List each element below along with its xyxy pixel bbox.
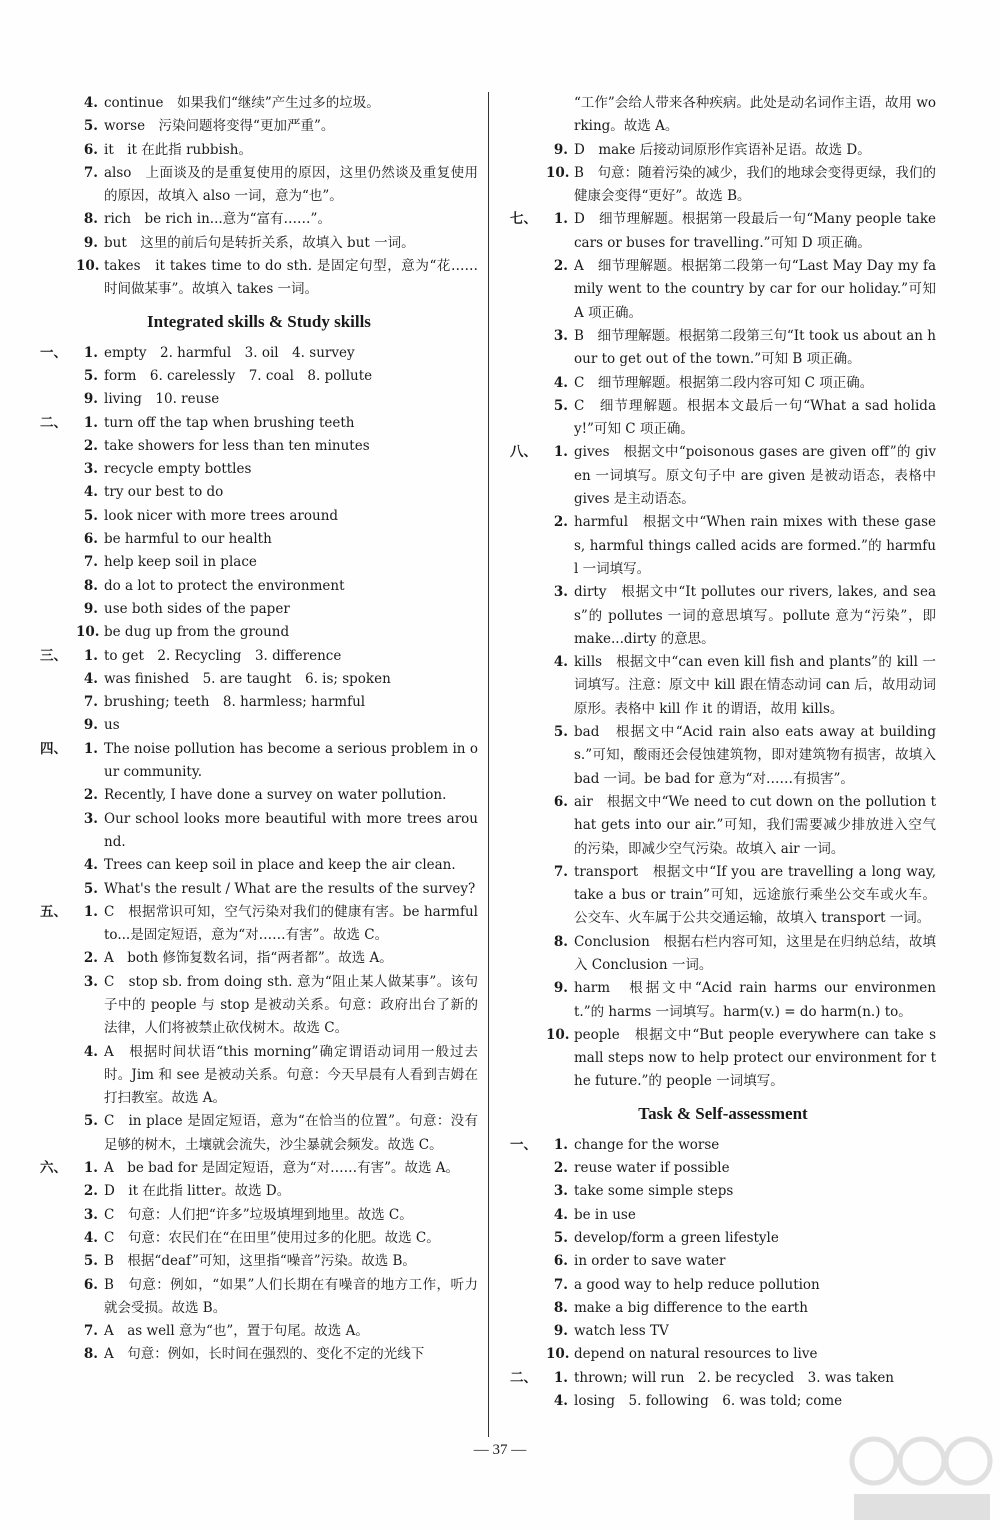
answer-text: living 10. reuse bbox=[104, 391, 220, 408]
answer-item bbox=[510, 325, 936, 372]
answer-text: Our school looks more beautiful with more trees around. bbox=[104, 810, 478, 850]
answer-text: A be bad for 是固定短语，意为“对……有害”。故选 A。 bbox=[104, 1160, 460, 1177]
section-marker bbox=[40, 232, 76, 255]
answer-item bbox=[510, 791, 936, 861]
answer-item bbox=[40, 388, 478, 411]
item-number: 5. bbox=[553, 397, 568, 414]
answer-item bbox=[510, 1297, 936, 1320]
answer-item bbox=[40, 458, 478, 481]
answer-item bbox=[510, 372, 936, 395]
section-marker: 一、 bbox=[510, 1136, 537, 1153]
item-number: 7. bbox=[83, 164, 98, 181]
section-marker bbox=[40, 1343, 76, 1366]
item-number: 3. bbox=[83, 973, 98, 990]
item-number bbox=[546, 92, 574, 139]
answer-text: a good way to help reduce pollution bbox=[574, 1276, 820, 1293]
answer-item bbox=[40, 901, 478, 948]
answer-item bbox=[40, 878, 478, 901]
section-marker bbox=[510, 1320, 546, 1343]
answer-item bbox=[40, 1041, 478, 1111]
answer-text: watch less TV bbox=[574, 1323, 669, 1340]
item-number: 1. bbox=[83, 647, 98, 664]
answer-item bbox=[40, 481, 478, 504]
answer-text: look nicer with more trees around bbox=[104, 507, 339, 524]
answer-text: A 根据时间状语“this morning”确定谓语动词用一般过去时。Jim 和 see 是被动关系。句意：今天早晨有人看到吉姆在打扫教室。故选 A。 bbox=[104, 1043, 478, 1107]
answer-text: takes it takes time to do sth. 是固定句型，意为“花……时间做某事”。故填入 takes 一词。 bbox=[104, 258, 478, 298]
item-number: 1. bbox=[553, 1369, 568, 1386]
answer-text: in order to save water bbox=[574, 1253, 726, 1270]
answer-text: B 句意：例如，“如果”人们长期在有噪音的地方工作，听力就会受损。故选 B。 bbox=[104, 1276, 478, 1316]
section-marker bbox=[510, 1227, 546, 1250]
answer-text: depend on natural resources to live bbox=[574, 1346, 818, 1363]
item-number: 4. bbox=[553, 1206, 568, 1223]
item-number: 9. bbox=[83, 234, 98, 251]
section-marker bbox=[40, 878, 76, 901]
answer-item bbox=[510, 1390, 936, 1413]
section-marker bbox=[40, 714, 76, 737]
section-marker bbox=[510, 1390, 546, 1413]
answer-item bbox=[40, 115, 478, 138]
answer-item bbox=[40, 621, 478, 644]
answer-text: harmful 根据文中“When rain mixes with these gases, harmful things called acids are formed.”的 harmful 一词填写。 bbox=[574, 514, 936, 577]
answer-text: losing 5. following 6. was told; come bbox=[574, 1393, 843, 1410]
answer-item bbox=[510, 651, 936, 721]
answer-item bbox=[40, 1250, 478, 1273]
answer-text: empty 2. harmful 3. oil 4. survey bbox=[104, 344, 355, 361]
item-number: 7. bbox=[553, 1276, 568, 1293]
section-marker bbox=[40, 208, 76, 231]
section-marker bbox=[510, 511, 546, 581]
answer-item bbox=[40, 139, 478, 162]
answer-item bbox=[510, 1274, 936, 1297]
section-marker bbox=[40, 481, 76, 504]
answer-text: be in use bbox=[574, 1206, 636, 1223]
answer-item bbox=[40, 1343, 478, 1366]
answer-item bbox=[510, 162, 936, 209]
item-number: 1. bbox=[83, 903, 98, 920]
answer-item bbox=[40, 714, 478, 737]
item-number: 1. bbox=[83, 1160, 98, 1177]
left-column bbox=[40, 92, 478, 1367]
answer-item bbox=[40, 412, 478, 435]
section-marker: 三、 bbox=[40, 647, 67, 664]
item-number: 2. bbox=[553, 1160, 568, 1177]
answer-text: it it 在此指 rubbish。 bbox=[104, 141, 252, 158]
answer-item bbox=[40, 575, 478, 598]
answer-item bbox=[510, 92, 936, 139]
item-number: 9. bbox=[553, 141, 568, 158]
answer-item bbox=[40, 1110, 478, 1157]
item-number: 2. bbox=[83, 437, 98, 454]
right-column bbox=[510, 92, 936, 1413]
section-marker bbox=[40, 1041, 76, 1111]
answer-text: continue 如果我们“继续”产生过多的垃圾。 bbox=[104, 95, 380, 111]
item-number: 6. bbox=[83, 1276, 98, 1293]
item-number: 8. bbox=[83, 211, 98, 228]
answer-text: transport 根据文中“If you are travelling a long way, take a bus or train”可知，远途旅行乘坐公交车或火车。公交车、火车属于公共交通运输，故填入 transport 一词。 bbox=[574, 863, 936, 927]
answer-text: develop/form a green lifestyle bbox=[574, 1229, 779, 1246]
section-marker bbox=[40, 1250, 76, 1273]
section-marker bbox=[40, 947, 76, 970]
item-number: 9. bbox=[553, 980, 568, 997]
item-number: 10. bbox=[546, 1026, 570, 1043]
answer-text: B 根据“deaf”可知，这里指“噪音”污染。故选 B。 bbox=[104, 1253, 416, 1270]
answer-item bbox=[40, 1274, 478, 1321]
answer-text: Recently, I have done a survey on water pollution. bbox=[104, 787, 447, 804]
item-number: 3. bbox=[83, 810, 98, 827]
answer-item bbox=[40, 784, 478, 807]
section-marker bbox=[510, 861, 546, 931]
answer-item bbox=[40, 1320, 478, 1343]
section-marker bbox=[510, 395, 546, 442]
section-marker: 六、 bbox=[40, 1160, 67, 1177]
item-number: 5. bbox=[83, 367, 98, 384]
item-number: 5. bbox=[83, 507, 98, 524]
section-marker bbox=[510, 1343, 546, 1366]
answer-text: also 上面谈及的是重复使用的原因，这里仍然谈及重复使用的原因，故填入 also 一词，意为“也”。 bbox=[104, 164, 478, 205]
item-number: 2. bbox=[83, 787, 98, 804]
section-marker bbox=[510, 581, 546, 651]
answer-text: Trees can keep soil in place and keep the air clean. bbox=[104, 857, 456, 874]
answer-text: try our best to do bbox=[104, 484, 224, 501]
answer-item bbox=[510, 931, 936, 978]
answer-item bbox=[510, 1367, 936, 1390]
item-number: 4. bbox=[83, 857, 98, 874]
section-heading: Task & Self-assessment bbox=[638, 1103, 808, 1123]
item-number: 4. bbox=[553, 1393, 568, 1410]
item-number: 8. bbox=[83, 577, 98, 594]
answer-text: rich be rich in...意为“富有……”。 bbox=[104, 211, 331, 228]
answer-text: A both 修饰复数名词，指“两者都”。故选 A。 bbox=[104, 950, 393, 967]
answer-text: change for the worse bbox=[574, 1136, 720, 1153]
answer-item bbox=[40, 255, 478, 302]
answer-item bbox=[510, 208, 936, 255]
item-number: 10. bbox=[76, 258, 100, 275]
section-marker: 八、 bbox=[510, 444, 537, 461]
section-marker: 五、 bbox=[40, 903, 67, 920]
section-marker bbox=[510, 1157, 546, 1180]
item-number: 4. bbox=[83, 1229, 98, 1246]
answer-item bbox=[40, 1204, 478, 1227]
item-number: 9. bbox=[83, 717, 98, 734]
answer-item bbox=[510, 1134, 936, 1157]
section-marker: 二、 bbox=[510, 1369, 537, 1386]
item-number: 7. bbox=[83, 694, 98, 711]
item-number: 5. bbox=[83, 118, 98, 135]
section-marker bbox=[40, 505, 76, 528]
answer-item bbox=[40, 208, 478, 231]
answer-text: air 根据文中“We need to cut down on the pollution that gets into our air.”可知，我们需要减少排放进入空气的污染，即减少空气污染。故填入 air 一词。 bbox=[574, 793, 936, 857]
item-number: 2. bbox=[83, 950, 98, 967]
answer-text: help keep soil in place bbox=[104, 554, 257, 571]
answer-text: reuse water if possible bbox=[574, 1160, 730, 1177]
answer-text: D it 在此指 litter。故选 D。 bbox=[104, 1183, 291, 1200]
item-number: 1. bbox=[553, 1136, 568, 1153]
item-number: 5. bbox=[553, 724, 568, 741]
section-marker bbox=[510, 255, 546, 325]
item-number: 6. bbox=[83, 531, 98, 548]
section-marker: 二、 bbox=[40, 414, 67, 431]
answer-text: Conclusion 根据右栏内容可知，这里是在归纳总结，故填入 Conclusion 一词。 bbox=[574, 933, 936, 973]
answer-item bbox=[510, 977, 936, 1024]
item-number: 8. bbox=[553, 933, 568, 950]
answer-item bbox=[40, 505, 478, 528]
section-marker bbox=[40, 365, 76, 388]
section-marker bbox=[40, 1204, 76, 1227]
item-number: 3. bbox=[83, 461, 98, 478]
answer-item bbox=[40, 92, 478, 115]
answer-text: What's the result / What are the results of the survey? bbox=[104, 880, 476, 897]
section-marker bbox=[40, 92, 76, 115]
answer-item bbox=[510, 511, 936, 581]
section-marker bbox=[40, 115, 76, 138]
answer-text: “工作”会给人带来各种疾病。此处是动名词作主语，故用 working。故选 A。 bbox=[574, 95, 936, 135]
answer-text: be harmful to our health bbox=[104, 531, 272, 548]
answer-text: D 细节理解题。根据第一段最后一句“Many people take cars or buses for travelling.”可知 D 项正确。 bbox=[574, 211, 936, 251]
section-marker bbox=[510, 651, 546, 721]
answer-text: B 句意：随着污染的减少，我们的地球会变得更绿，我们的健康会变得“更好”。故选 B。 bbox=[574, 164, 936, 205]
answer-item bbox=[40, 551, 478, 574]
answer-text: but 这里的前后句是转折关系，故填入 but 一词。 bbox=[104, 234, 415, 251]
answer-item bbox=[40, 1227, 478, 1250]
column-divider bbox=[488, 92, 489, 1437]
answer-text: dirty 根据文中“It pollutes our rivers, lakes, and seas”的 pollutes 一词的意思填写。pollute 意为“污染”，即 make...dirty 的意思。 bbox=[574, 584, 936, 647]
answer-item bbox=[510, 1320, 936, 1343]
section-marker bbox=[510, 1180, 546, 1203]
item-number: 9. bbox=[83, 600, 98, 617]
answer-item bbox=[510, 1204, 936, 1227]
item-number: 7. bbox=[83, 1323, 98, 1340]
answer-item bbox=[40, 528, 478, 551]
item-number: 6. bbox=[553, 1253, 568, 1270]
answer-item bbox=[510, 1157, 936, 1180]
item-number: 9. bbox=[83, 391, 98, 408]
answer-item bbox=[40, 808, 478, 855]
answer-text: bad 根据文中“Acid rain also eats away at buildings.”可知，酸雨还会侵蚀建筑物，即对建筑物有损害，故填入 bad 一词。be bad for 意为“对……有损害”。 bbox=[574, 724, 936, 787]
answer-text: worse 污染问题将变得“更加严重”。 bbox=[104, 118, 335, 135]
answer-text: B 细节理解题。根据第二段第三句“It took us about an hour to get out of the town.”可知 B 项正确。 bbox=[574, 327, 936, 368]
answer-item bbox=[510, 1343, 936, 1366]
item-number: 9. bbox=[553, 1323, 568, 1340]
answer-text: use both sides of the paper bbox=[104, 600, 290, 617]
answer-text: do a lot to protect the environment bbox=[104, 577, 345, 594]
answer-text: to get 2. Recycling 3. difference bbox=[104, 647, 342, 664]
answer-text: make a big difference to the earth bbox=[574, 1299, 808, 1316]
section-marker bbox=[510, 721, 546, 791]
section-heading: Integrated skills & Study skills bbox=[147, 311, 371, 331]
answer-text: people 根据文中“But people everywhere can take small steps now to help protect our environment for the future.”的 people 一词填写。 bbox=[574, 1026, 936, 1090]
answer-text: turn off the tap when brushing teeth bbox=[104, 414, 355, 431]
answer-text: A 句意：例如，长时间在强烈的、变化不定的光线下 bbox=[104, 1346, 425, 1363]
item-number: 2. bbox=[83, 1183, 98, 1200]
item-number: 4. bbox=[83, 670, 98, 687]
answer-text: take showers for less than ten minutes bbox=[104, 437, 370, 454]
item-number: 1. bbox=[83, 740, 98, 757]
answer-item bbox=[510, 1227, 936, 1250]
section-marker bbox=[510, 931, 546, 978]
answer-item bbox=[40, 691, 478, 714]
section-marker bbox=[510, 791, 546, 861]
answer-text: C stop sb. from doing sth. 意为“阻止某人做某事”。该句子中的 people 与 stop 是被动关系。句意：政府出台了新的法律，人们将被禁止砍伐树木。故选 C。 bbox=[104, 973, 478, 1037]
section-marker bbox=[510, 1204, 546, 1227]
section-marker bbox=[40, 668, 76, 691]
section-marker bbox=[510, 139, 546, 162]
item-number: 4. bbox=[83, 484, 98, 501]
section-marker bbox=[510, 162, 546, 209]
section-marker bbox=[40, 1274, 76, 1321]
answer-text: C 句意：人们把“许多”垃圾填埋到地里。故选 C。 bbox=[104, 1206, 413, 1223]
answer-text: C 细节理解题。根据本文最后一句“What a sad holiday!”可知 C 项正确。 bbox=[574, 397, 936, 438]
section-marker bbox=[510, 92, 546, 139]
section-marker bbox=[40, 551, 76, 574]
section-marker bbox=[40, 139, 76, 162]
section-marker bbox=[510, 977, 546, 1024]
item-number: 10. bbox=[546, 1346, 570, 1363]
answer-item bbox=[510, 395, 936, 442]
section-marker bbox=[40, 458, 76, 481]
item-number: 1. bbox=[553, 211, 568, 228]
item-number: 10. bbox=[546, 164, 570, 181]
answer-item bbox=[510, 861, 936, 931]
answer-item bbox=[40, 365, 478, 388]
item-number: 6. bbox=[83, 141, 98, 158]
item-number: 2. bbox=[553, 258, 568, 275]
section-marker bbox=[40, 255, 76, 302]
item-number: 3. bbox=[83, 1206, 98, 1223]
item-number: 5. bbox=[553, 1229, 568, 1246]
answer-item bbox=[510, 1250, 936, 1273]
answer-item bbox=[510, 441, 936, 511]
item-number: 8. bbox=[553, 1299, 568, 1316]
section-marker: 四、 bbox=[40, 740, 67, 757]
section-marker bbox=[510, 1250, 546, 1273]
section-marker bbox=[40, 1227, 76, 1250]
item-number: 4. bbox=[553, 374, 568, 391]
section-marker bbox=[510, 1024, 546, 1094]
answer-text: thrown; will run 2. be recycled 3. was taken bbox=[574, 1369, 894, 1386]
section-marker bbox=[40, 1180, 76, 1203]
section-marker bbox=[510, 1297, 546, 1320]
answer-item bbox=[40, 668, 478, 691]
item-number: 7. bbox=[553, 863, 568, 880]
item-number: 4. bbox=[553, 654, 568, 671]
item-number: 1. bbox=[83, 414, 98, 431]
watermark-logo bbox=[834, 1416, 994, 1526]
item-number: 1. bbox=[83, 344, 98, 361]
section-marker: 七、 bbox=[510, 211, 537, 228]
answer-item bbox=[40, 232, 478, 255]
item-number: 6. bbox=[553, 793, 568, 810]
answer-item bbox=[40, 1180, 478, 1203]
item-number: 7. bbox=[83, 554, 98, 571]
section-marker bbox=[40, 808, 76, 855]
item-number: 2. bbox=[553, 514, 568, 531]
answer-item bbox=[40, 435, 478, 458]
item-number: 1. bbox=[553, 444, 568, 461]
answer-item bbox=[510, 581, 936, 651]
item-number: 10. bbox=[76, 624, 100, 641]
answer-text: brushing; teeth 8. harmless; harmful bbox=[104, 694, 366, 711]
answer-item bbox=[40, 971, 478, 1041]
answer-text: C in place 是固定短语，意为“在恰当的位置”。句意：没有足够的树木，土壤就会流失，沙尘暴就会频发。故选 C。 bbox=[104, 1113, 478, 1153]
section-marker bbox=[40, 1320, 76, 1343]
answer-item bbox=[40, 645, 478, 668]
answer-item bbox=[40, 947, 478, 970]
item-number: 3. bbox=[553, 1183, 568, 1200]
answer-text: C 细节理解题。根据第二段内容可知 C 项正确。 bbox=[574, 374, 874, 391]
answer-text: us bbox=[104, 717, 120, 734]
section-marker bbox=[510, 372, 546, 395]
item-number: 4. bbox=[83, 1043, 98, 1060]
item-number: 5. bbox=[83, 1113, 98, 1130]
answer-item bbox=[510, 139, 936, 162]
answer-item bbox=[40, 738, 478, 785]
answer-text: take some simple steps bbox=[574, 1183, 734, 1200]
section-marker bbox=[40, 435, 76, 458]
answer-text: The noise pollution has become a serious problem in our community. bbox=[104, 740, 478, 781]
section-marker bbox=[40, 388, 76, 411]
page-number: — 37 — bbox=[473, 1442, 527, 1458]
section-marker: 一、 bbox=[40, 344, 67, 361]
item-number: 4. bbox=[83, 95, 98, 111]
item-number: 5. bbox=[83, 880, 98, 897]
answer-text: gives 根据文中“poisonous gases are given off”的 given 一词填写。原文句子中 are given 是被动语态，表格中 gives 是主动语态。 bbox=[574, 444, 936, 508]
answer-text: C 句意：农民们在“在田里”使用过多的化肥。故选 C。 bbox=[104, 1229, 440, 1246]
item-number: 3. bbox=[553, 327, 568, 344]
section-marker bbox=[40, 575, 76, 598]
answer-item bbox=[40, 1157, 478, 1180]
answer-text: be dug up from the ground bbox=[104, 624, 290, 641]
section-marker bbox=[40, 621, 76, 644]
answer-text: was finished 5. are taught 6. is; spoken bbox=[104, 670, 391, 687]
answer-item bbox=[40, 162, 478, 209]
answer-item bbox=[510, 1024, 936, 1094]
section-marker bbox=[40, 784, 76, 807]
section-marker bbox=[40, 1110, 76, 1157]
section-marker bbox=[40, 854, 76, 877]
section-marker bbox=[40, 971, 76, 1041]
section-marker bbox=[40, 528, 76, 551]
section-marker bbox=[40, 691, 76, 714]
section-marker bbox=[510, 325, 546, 372]
answer-item bbox=[40, 598, 478, 621]
section-marker bbox=[40, 162, 76, 209]
answer-text: C 根据常识可知，空气污染对我们的健康有害。be harmful to...是固定短语，意为“对……有害”。故选 C。 bbox=[104, 903, 478, 944]
answer-text: A as well 意为“也”，置于句尾。故选 A。 bbox=[104, 1323, 369, 1340]
answer-text: form 6. carelessly 7. coal 8. pollute bbox=[104, 367, 373, 384]
answer-item bbox=[40, 342, 478, 365]
answer-item bbox=[510, 1180, 936, 1203]
answer-item bbox=[510, 721, 936, 791]
answer-text: harm 根据文中“Acid rain harms our environment.”的 harms 一词填写。harm(v.) = do harm(n.) to。 bbox=[574, 980, 936, 1020]
item-number: 5. bbox=[83, 1253, 98, 1270]
item-number: 8. bbox=[83, 1346, 98, 1363]
answer-item bbox=[40, 854, 478, 877]
answer-item bbox=[510, 255, 936, 325]
section-marker bbox=[40, 598, 76, 621]
answer-text: recycle empty bottles bbox=[104, 461, 252, 478]
item-number: 3. bbox=[553, 584, 568, 601]
answer-text: A 细节理解题。根据第二段第一句“Last May Day my family went to the country by car for our holiday.”可知 A 项正确。 bbox=[574, 258, 936, 321]
answer-text: D make 后接动词原形作宾语补足语。故选 D。 bbox=[574, 141, 871, 158]
section-marker bbox=[510, 1274, 546, 1297]
answer-text: kills 根据文中“can even kill fish and plants”的 kill 一词填写。注意：原文中 kill 跟在情态动词 can 后，故用动词原形。表格中 kill 作 it 的谓语，故用 kills。 bbox=[574, 654, 936, 717]
